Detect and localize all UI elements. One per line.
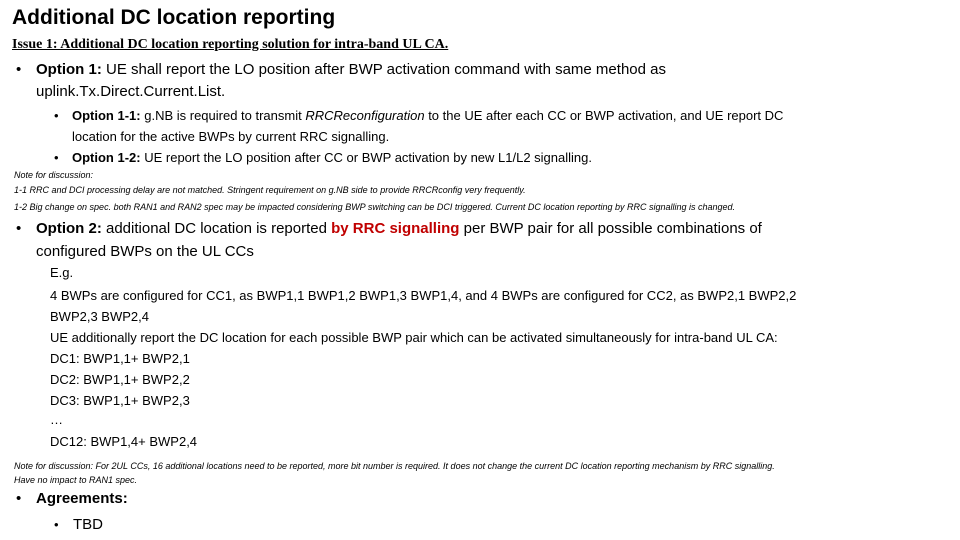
note1-line3: 1-2 Big change on spec. both RAN1 and RAN2 spec may be impacted considering BWP switching can be DCI triggered. Current DC location reporting by RRC signalling is changed. bbox=[14, 202, 736, 212]
option1-1-pre: g.NB is required to transmit bbox=[140, 108, 306, 123]
option1-label: Option 1: bbox=[36, 61, 102, 78]
option1-2-label: Option 1-2: bbox=[72, 150, 141, 165]
option1-2-line bbox=[72, 150, 592, 165]
option2-bullet: • bbox=[16, 220, 22, 237]
option2-highlight: by RRC signalling bbox=[331, 220, 460, 237]
example-line: 4 BWPs are configured for CC1, as BWP1,1 BWP1,2 BWP1,3 BWP1,4, and 4 BWPs are configured for CC2, as BWP2,1 BWP2,2 bbox=[50, 288, 797, 303]
agreements-item-bullet: • bbox=[54, 517, 59, 532]
issue-heading: Issue 1: Additional DC location reporting solution for intra-band UL CA. bbox=[12, 37, 449, 52]
page-title: Additional DC location reporting bbox=[12, 6, 336, 29]
agreements-item: TBD bbox=[73, 516, 103, 533]
example-line: E.g. bbox=[50, 265, 74, 280]
option1-1-italic: RRCReconfiguration bbox=[305, 108, 425, 123]
note2-line1: Note for discussion: For 2UL CCs, 16 additional locations need to be reported, more bit number is required. It does not change the current DC location reporting mechanism by RRC signalling. bbox=[14, 461, 775, 471]
example-line: BWP2,3 BWP2,4 bbox=[50, 309, 149, 324]
option1-1-post: to the UE after each CC or BWP activation, and UE report DC bbox=[424, 108, 784, 123]
option2-pre: additional DC location is reported bbox=[101, 220, 332, 237]
option1-1-label: Option 1-1: bbox=[72, 108, 141, 123]
option1-line2: uplink.Tx.Direct.Current.List. bbox=[36, 83, 226, 100]
example-line: DC12: BWP1,4+ BWP2,4 bbox=[50, 434, 198, 449]
option2-post: per BWP pair for all possible combinations of bbox=[459, 220, 762, 237]
note1-line2: 1-1 RRC and DCI processing delay are not matched. Stringent requirement on g.NB side to provide RRCRconfig very frequently. bbox=[14, 185, 526, 195]
option2-line1 bbox=[36, 220, 762, 237]
option1-line1 bbox=[36, 61, 666, 78]
option1-1-line2: location for the active BWPs by current RRC signalling. bbox=[72, 129, 390, 144]
example-line: DC2: BWP1,1+ BWP2,2 bbox=[50, 372, 190, 387]
option1-1-bullet: • bbox=[54, 108, 59, 123]
option1-2-bullet: • bbox=[54, 150, 59, 165]
example-line: DC3: BWP1,1+ BWP2,3 bbox=[50, 393, 190, 408]
example-line: … bbox=[50, 412, 63, 427]
option1-2-text: UE report the LO position after CC or BWP activation by new L1/L2 signalling. bbox=[140, 150, 592, 165]
note1-line1: Note for discussion: bbox=[14, 170, 94, 180]
option1-1-line1 bbox=[72, 108, 783, 123]
option1-text: UE shall report the LO position after BWP activation command with same method as bbox=[101, 61, 666, 78]
option1-bullet: • bbox=[16, 61, 22, 78]
note2-line2: Have no impact to RAN1 spec. bbox=[14, 475, 138, 485]
option2-line2: configured BWPs on the UL CCs bbox=[36, 243, 254, 260]
example-line: UE additionally report the DC location for each possible BWP pair which can be activated simultaneously for intra-band UL CA: bbox=[50, 330, 778, 345]
agreements-bullet: • bbox=[16, 490, 22, 507]
example-line: DC1: BWP1,1+ BWP2,1 bbox=[50, 351, 190, 366]
option2-label: Option 2: bbox=[36, 220, 102, 237]
agreements-label: Agreements: bbox=[36, 490, 128, 507]
